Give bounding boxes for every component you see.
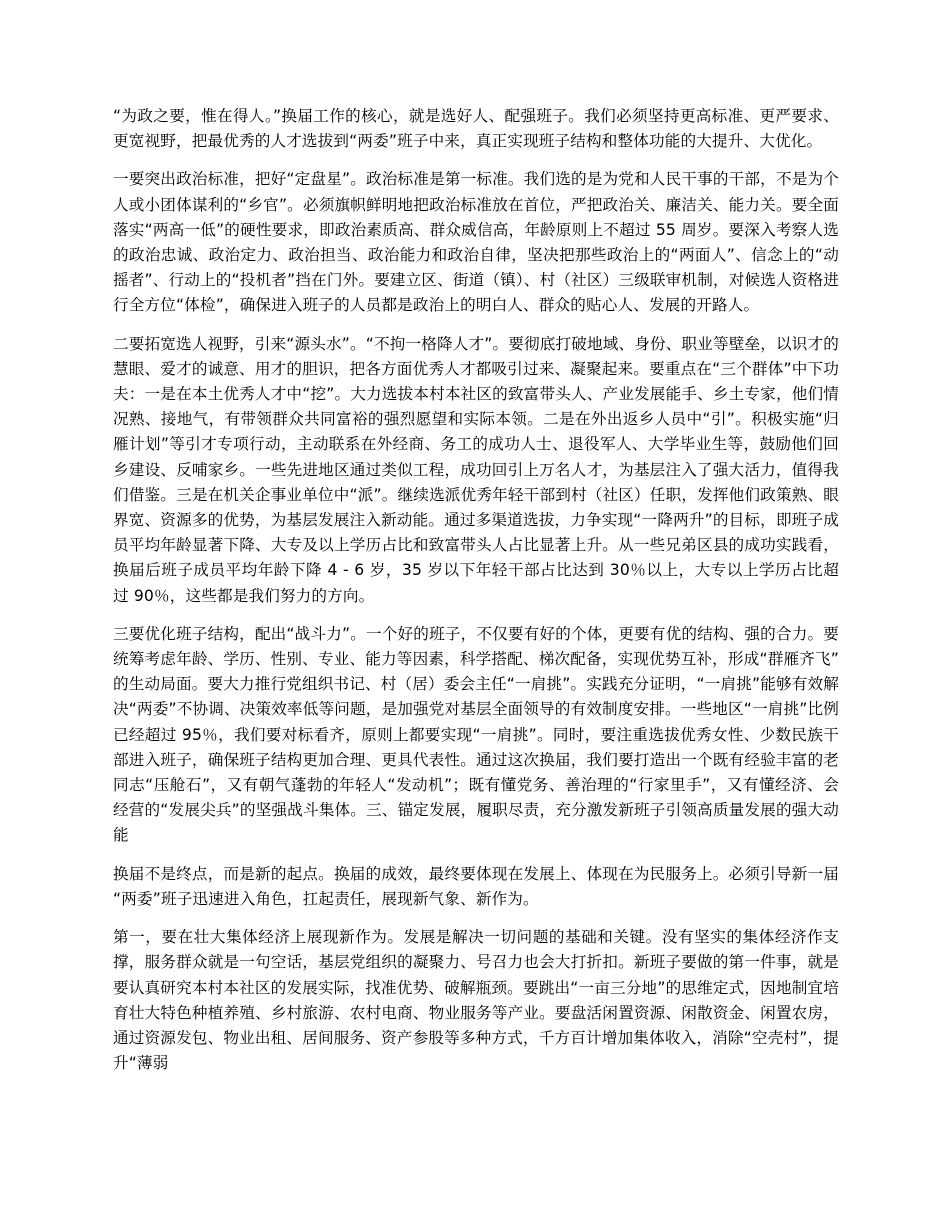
paragraph-1: “为政之要，惟在得人。”换届工作的核心，就是选好人、配强班子。我们必须坚持更高标准、更严要求、更宽视野，把最优秀的人才选拔到“两委”班子中来，真正实现班子结构和整体功能的大提升、大优化。 [113, 107, 839, 151]
document-body [113, 104, 839, 1076]
paragraph-4: 三要优化班子结构，配出“战斗力”。一个好的班子，不仅要有好的个体，更要有优的结构、强的合力。要统筹考虑年龄、学历、性别、专业、能力等因素，科学搭配、梯次配备，实现优势互补，形成“群雁齐飞”的生动局面。要大力推行党组织书记、村（居）委会主任“一肩挑”。实践充分证明，“一肩挑”能够有效解决“两委”不协调、决策效率低等问题，是加强党对基层全面领导的有效制度安排。一些地区“一肩挑”比例已经超过 95％，我们要对标看齐，原则上都要实现“一肩挑”。同时，要注重选拔优秀女性、少数民族干部进入班子，确保班子结构更加合理、更具代表性。通过这次换届，我们要打造出一个既有经验丰富的老同志“压舱石”，又有朝气蓬勃的年轻人“发动机”；既有懂党务、善治理的“行家里手”，又有懂经济、会经营的“发展尖兵”的坚强战斗集体。三、锚定发展，履职尽责，充分激发新班子引领高质量发展的强大动能 [113, 624, 839, 845]
paragraph-6: 第一，要在壮大集体经济上展现新作为。发展是解决一切问题的基础和关键。没有坚实的集体经济作支撑，服务群众就是一句空话，基层党组织的凝聚力、号召力也会大打折扣。新班子要做的第一件事，就是要认真研究本村本社区的发展实际，找准优势、破解瓶颈。要跳出“一亩三分地”的思维定式，因地制宜培育壮大特色种植养殖、乡村旅游、农村电商、物业服务等产业。要盘活闲置资源、闲散资金、闲置农房，通过资源发包、物业出租、居间服务、资产参股等多种方式，千方百计增加集体收入，消除“空壳村”，提升“薄弱 [113, 928, 839, 1073]
paragraph-3: 二要拓宽选人视野，引来“源头水”。“不拘一格降人才”。要彻底打破地域、身份、职业等壁垒，以识才的慧眼、爱才的诚意、用才的胆识，把各方面优秀人才都吸引过来、凝聚起来。要重点在“三个群体”中下功夫：一是在本土优秀人才中“挖”。大力选拔本村本社区的致富带头人、产业发展能手、乡土专家，他们情况熟、接地气，有带领群众共同富裕的强烈愿望和实际本领。二是在外出返乡人员中“引”。积极实施“归雁计划”等引才专项行动，主动联系在外经商、务工的成功人士、退役军人、大学毕业生等，鼓励他们回乡建设、反哺家乡。一些先进地区通过类似工程，成功回引上万名人才，为基层注入了强大活力，值得我们借鉴。三是在机关企事业单位中“派”。继续选派优秀年轻干部到村（社区）任职，发挥他们政策熟、眼界宽、资源多的优势，为基层发展注入新动能。通过多渠道选拔，力争实现“一降两升”的目标，即班子成员平均年龄显著下降、大专及以上学历占比和致富带头人占比显著上升。从一些兄弟区县的成功实践看，换届后班子成员平均年龄下降 4 - 6 岁，35 岁以下年轻干部占比达到 30％以上，大专以上学历占比超过 90％，这些都是我们努力的方向。 [113, 334, 839, 605]
paragraph-5: 换届不是终点，而是新的起点。换届的成效，最终要体现在发展上、体现在为民服务上。必须引导新一届“两委”班子迅速进入角色，扛起责任，展现新气象、新作为。 [113, 864, 839, 908]
paragraph-2: 一要突出政治标准，把好“定盘星”。政治标准是第一标准。我们选的是为党和人民干事的干部，不是为个人或小团体谋利的“乡官”。必须旗帜鲜明地把政治标准放在首位，严把政治关、廉洁关、能力关。要全面落实“两高一低”的硬性要求，即政治素质高、群众威信高，年龄原则上不超过 55 周岁。要深入考察人选的政治忠诚、政治定力、政治担当、政治能力和政治自律，坚决把那些政治上的“两面人”、信念上的“动摇者”、行动上的“投机者”挡在门外。要建立区、街道（镇）、村（社区）三级联审机制，对候选人资格进行全方位“体检”，确保进入班子的人员都是政治上的明白人、群众的贴心人、发展的开路人。 [113, 170, 839, 315]
